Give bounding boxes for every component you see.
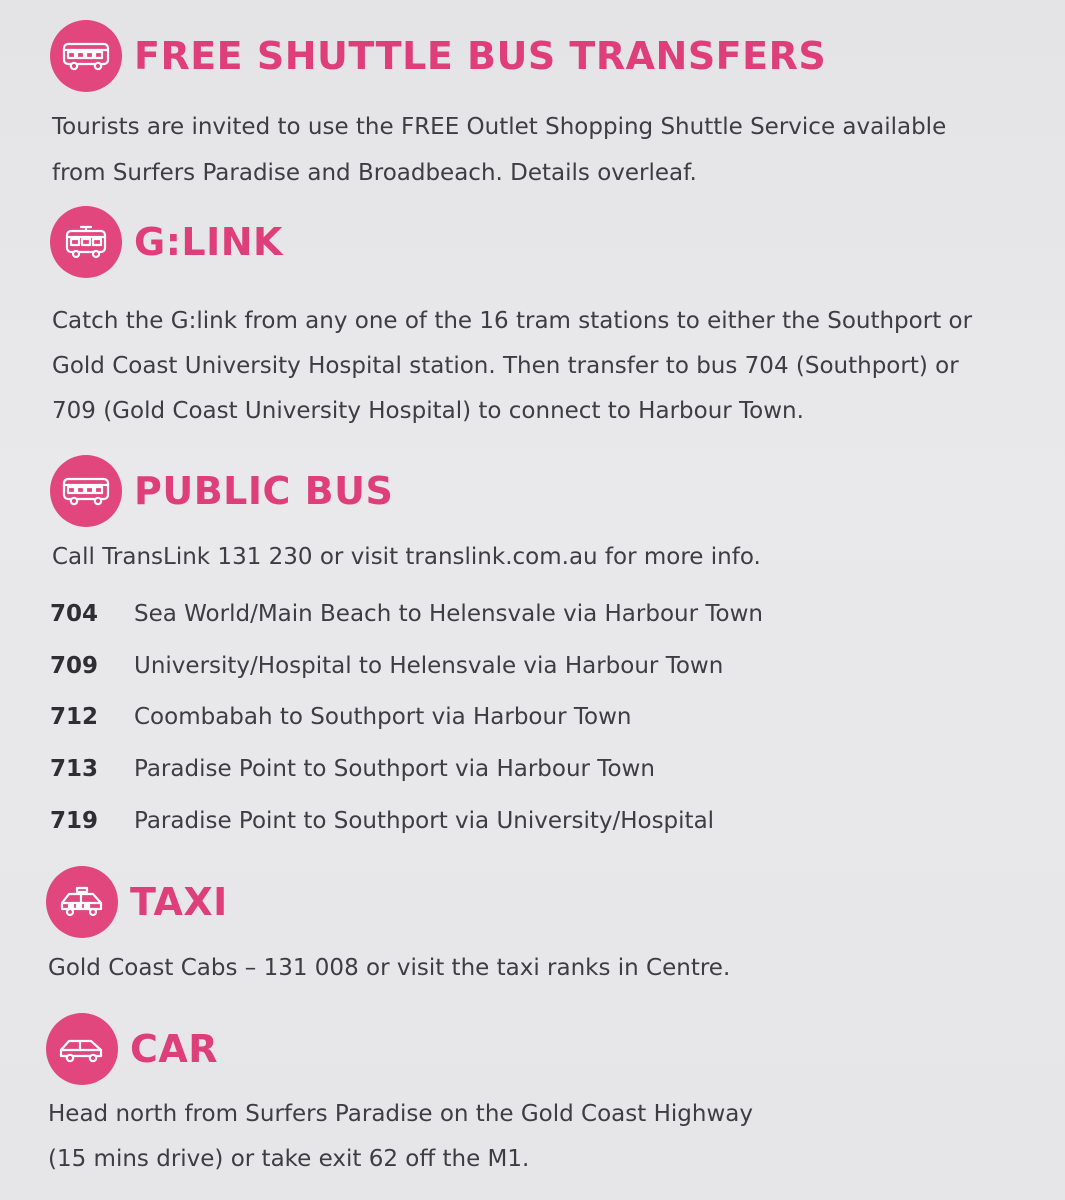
glink-line-3: 709 (Gold Coast University Hospital) to connect to Harbour Town. — [52, 398, 804, 424]
bus-icon — [50, 455, 122, 527]
shuttle-header — [50, 20, 826, 92]
route-number: 712 — [50, 704, 99, 730]
route-number: 713 — [50, 756, 99, 782]
public-bus-intro: Call TransLink 131 230 or visit translink.com.au for more info. — [52, 544, 761, 570]
route-row — [50, 808, 714, 834]
shuttle-line-1: Tourists are invited to use the FREE Outlet Shopping Shuttle Service available — [52, 114, 947, 140]
route-description: Paradise Point to Southport via University/Hospital — [134, 808, 715, 834]
route-row — [50, 704, 631, 730]
glink-header — [50, 206, 283, 278]
car-line-2: (15 mins drive) or take exit 62 off the M1. — [48, 1146, 530, 1172]
car-icon — [46, 1013, 118, 1085]
car-header — [46, 1013, 218, 1085]
taxi-header — [46, 866, 228, 938]
route-row — [50, 756, 655, 782]
route-description: University/Hospital to Helensvale via Harbour Town — [134, 653, 724, 679]
glink-line-1: Catch the G:link from any one of the 16 tram stations to either the Southport or — [52, 308, 973, 334]
route-row — [50, 601, 763, 627]
route-description: Coombabah to Southport via Harbour Town — [134, 704, 632, 730]
shuttle-line-2: from Surfers Paradise and Broadbeach. Details overleaf. — [52, 160, 697, 186]
route-row — [50, 653, 723, 679]
route-description: Sea World/Main Beach to Helensvale via Harbour Town — [134, 601, 763, 627]
car-title: CAR — [130, 1027, 219, 1071]
shuttle-title: FREE SHUTTLE BUS TRANSFERS — [134, 34, 827, 78]
route-number: 709 — [50, 653, 99, 679]
route-number: 719 — [50, 808, 99, 834]
tram-icon — [50, 206, 122, 278]
glink-line-2: Gold Coast University Hospital station. Then transfer to bus 704 (Southport) or — [52, 353, 959, 379]
bus-icon — [50, 20, 122, 92]
public-bus-header — [50, 455, 393, 527]
route-description: Paradise Point to Southport via Harbour Town — [134, 756, 655, 782]
taxi-icon — [46, 866, 118, 938]
glink-title: G:LINK — [134, 220, 283, 264]
route-number: 704 — [50, 601, 99, 627]
taxi-title: TAXI — [130, 880, 228, 924]
public-bus-title: PUBLIC BUS — [134, 469, 394, 513]
car-line-1: Head north from Surfers Paradise on the Gold Coast Highway — [48, 1101, 753, 1127]
taxi-line-1: Gold Coast Cabs – 131 008 or visit the taxi ranks in Centre. — [48, 955, 731, 981]
